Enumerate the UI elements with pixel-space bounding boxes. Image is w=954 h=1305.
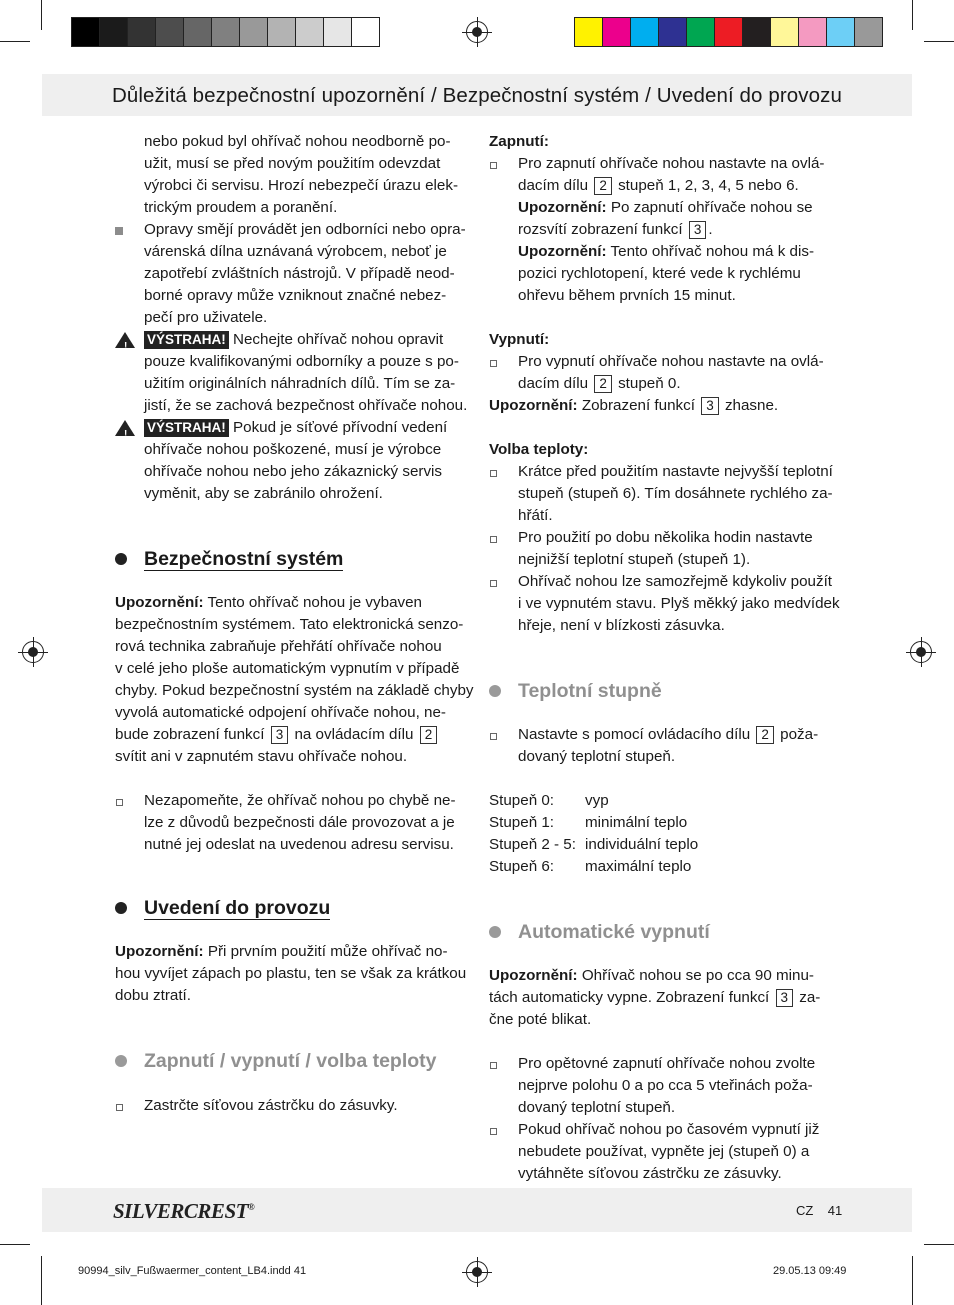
ref-number: 2 <box>756 726 774 744</box>
registration-mark-icon <box>910 641 932 663</box>
ref-number: 3 <box>776 989 794 1007</box>
heading-bullet-icon <box>115 553 127 565</box>
color-swatch <box>686 17 715 47</box>
color-swatch <box>574 17 603 47</box>
warning-item: ! VÝSTRAHA! Nechejte ohřívač nohou opravit pouze kvalifikovanými odborníky a pouze s po- užitím originálních náhradních dílů. Tím se za- jistí, že se zachová bezpečnost ohřívače nohou. <box>115 329 475 417</box>
section-heading: Zapnutí / vypnutí / volba teploty <box>115 1049 475 1073</box>
color-swatch <box>742 17 771 47</box>
level-key: Stupeň 2 - 5: <box>489 836 576 853</box>
bullet-box-icon <box>490 536 497 543</box>
bullet-box-icon <box>490 1062 497 1069</box>
level-key: Stupeň 6: <box>489 858 555 875</box>
section-heading: Automatické vypnutí <box>489 920 849 944</box>
list-item: Pro zapnutí ohřívače nohou nastavte na ovlá- dacím dílu 2 stupeň 1, 2, 3, 4, 5 nebo 6. Upozornění: Po zapnutí ohřívače nohou se rozsvítí zobrazení funkcí 3 . Upozornění: Tento ohřívač nohou má k dis- pozici rychlotopení, které vede k rychlému ohřevu během prvních 15 minut. <box>489 153 849 307</box>
bullet-box-icon <box>490 1128 497 1135</box>
color-swatch <box>267 17 296 47</box>
crop-mark <box>0 1244 30 1245</box>
date-slug: 29.05.13 09:49 <box>773 1265 847 1277</box>
file-slug: 90994_silv_Fußwaermer_content_LB4.indd 41 <box>78 1265 307 1277</box>
heading-bullet-icon <box>115 1055 127 1067</box>
ref-number: 3 <box>689 221 707 239</box>
warning-label: VÝSTRAHA! <box>144 419 229 437</box>
right-column: Zapnutí: Pro zapnutí ohřívače nohou nastavte na ovlá- dacím dílu 2 stupeň 1, 2, 3, 4, 5 nebo 6. Upozornění: Po zapnutí ohřívače nohou se rozsvítí zobrazení funkcí 3 . Upozornění: Tento ohřívač nohou má k dis- pozici rychlotopení, které vede k rychlému ohřevu během prvních 15 minut. Vypnutí: Pro vypnutí ohřívače nohou nastavte na ovlá- dacím dílu 2 stupeň 0. Upozornění: Zobrazení funkcí 3 zhasne. Volba teploty: Krátce před použitím nastavte nejvyšší teplotní stupeň (stupeň 6). Tím dosáhnete rychlého za- hřátí. Pro použití po dobu několika hodin nastavte nejnižší teplotní stupeň (stupeň 1). Ohřívač nohou lze samozřejmě kdykoliv použít i ve vypnutém stavu. Plyš měkký jako medvídek hřeje, není v blízkosti zásuvka. Teplotní stupně Nastavte s pomocí ovládacího dílu 2 poža- dovaný teplotní stupeň. Stupeň 0: vyp Stupeň 1: minimální teplo Stupeň 2 - 5: individuální teplo Stupeň 6: maximální teplo Automatické vypnutí Upozornění: Ohřívač nohou se po cca 90 minu- tách automaticky vypne. Zobrazení funkcí 3 za- čne poté blikat. Pro opětovné zapnutí ohřívače nohou zvolte nejprve polohu 0 a po cca 5 vteřinách poža- dovaný teplotní stupeň. Pokud ohřívač nohou po časovém vypnutí již nebudete používat, vypněte jej (stupeň 0) a vytáhněte síťovou zástrčku ze zásuvky. <box>489 131 849 1185</box>
color-swatch <box>155 17 184 47</box>
crop-mark <box>41 0 42 30</box>
warning-item: ! VÝSTRAHA! Pokud je síťové přívodní vedení ohřívače nohou poškozené, musí je výrobce ohřívače nohou nebo jeho zákaznický servis vyměnit, aby se zabránilo ohrožení. <box>115 417 475 505</box>
bullet-box-icon <box>116 799 123 806</box>
crop-mark <box>41 1256 42 1305</box>
levels-table <box>489 790 849 878</box>
color-swatch <box>323 17 352 47</box>
color-swatch <box>714 17 743 47</box>
left-column <box>115 131 475 1117</box>
ref-number: 2 <box>594 375 612 393</box>
crop-mark <box>0 41 30 42</box>
registration-mark-icon <box>466 1261 488 1283</box>
bullet-box-icon <box>490 733 497 740</box>
registration-mark-icon <box>22 641 44 663</box>
bullet-square-icon <box>115 227 123 235</box>
color-swatch <box>798 17 827 47</box>
section-heading: Bezpečnostní systém <box>115 547 475 571</box>
color-swatch <box>71 17 100 47</box>
page-title: Důležitá bezpečnostní upozornění / Bezpečnostní systém / Uvedení do provozu <box>112 84 842 107</box>
color-swatch <box>770 17 799 47</box>
crop-mark <box>924 1244 954 1245</box>
color-swatch <box>630 17 659 47</box>
list-item: Pro vypnutí ohřívače nohou nastavte na ovlá- dacím dílu 2 stupeň 0. <box>489 351 849 395</box>
color-swatch <box>239 17 268 47</box>
level-value: maximální teplo <box>585 858 692 875</box>
heading-bullet-icon <box>115 902 127 914</box>
warning-triangle-icon: ! <box>115 332 135 348</box>
crop-mark <box>912 1256 913 1305</box>
paragraph: Upozornění: Tento ohřívač nohou je vybaven bezpečnostním systémem. Tato elektronická senzo- rová technika zabraňuje přehřátí ohřívače nohou v celé jeho ploše automatickým vypnutím v případě chyby. Pokud bezpečnostní systém na základě chyby vyvolá automatické odpojení ohřívače nohou, ne- bude zobrazení funkcí 3 na ovládacím dílu 2 svítit ani v zapnutém stavu ohřívače nohou. <box>115 594 474 765</box>
brand-logo: SILVERCREST® <box>113 1199 255 1223</box>
ref-number: 2 <box>420 726 438 744</box>
color-swatch <box>127 17 156 47</box>
section-heading: Uvedení do provozu <box>115 896 475 920</box>
level-key: Stupeň 1: <box>489 814 555 831</box>
ref-number: 3 <box>701 397 719 415</box>
color-swatch <box>826 17 855 47</box>
list-item: Nezapomeňte, že ohřívač nohou po chybě ne- lze z důvodů bezpečnosti dále provozovat a je nutné jej odeslat na uvedenou adresu servisu. <box>115 790 475 856</box>
color-swatch <box>658 17 687 47</box>
list-item: Pokud ohřívač nohou po časovém vypnutí již nebudete používat, vypněte jej (stupeň 0) a vytáhněte síťovou zástrčku ze zásuvky. <box>489 1119 849 1185</box>
crop-mark <box>924 41 954 42</box>
bullet-box-icon <box>116 1104 123 1111</box>
ref-number: 3 <box>271 726 289 744</box>
section-heading: Teplotní stupně <box>489 679 849 703</box>
level-value: vyp <box>585 792 609 809</box>
registration-mark-icon <box>466 21 488 43</box>
page-number: CZ 41 <box>796 1203 843 1218</box>
list-item: Pro opětovné zapnutí ohřívače nohou zvolte nejprve polohu 0 a po cca 5 vteřinách poža- dovaný teplotní stupeň. <box>489 1053 849 1119</box>
ref-number: 2 <box>594 177 612 195</box>
list-item: Krátce před použitím nastavte nejvyšší teplotní stupeň (stupeň 6). Tím dosáhnete rychlého za- hřátí. <box>489 461 849 527</box>
list-item: Zastrčte síťovou zástrčku do zásuvky. <box>115 1095 475 1117</box>
bullet-box-icon <box>490 580 497 587</box>
color-swatch <box>854 17 883 47</box>
color-swatch <box>602 17 631 47</box>
color-swatch <box>99 17 128 47</box>
heading-bullet-icon <box>489 926 501 938</box>
crop-mark <box>912 0 913 30</box>
warning-label: VÝSTRAHA! <box>144 331 229 349</box>
level-key: Stupeň 0: <box>489 792 555 809</box>
color-swatch <box>211 17 240 47</box>
list-item: Pro použití po dobu několika hodin nastavte nejnižší teplotní stupeň (stupeň 1). <box>489 527 849 571</box>
paragraph: Upozornění: Ohřívač nohou se po cca 90 minu- tách automaticky vypne. Zobrazení funkcí 3 za- čne poté blikat. <box>489 967 821 1028</box>
paragraph: Upozornění: Při prvním použití může ohřívač no- hou vyvíjet zápach po plastu, ten se však za krátkou dobu ztratí. <box>115 943 467 1004</box>
paragraph: nebo pokud byl ohřívač nohou neodborně po- užit, musí se před novým použitím odevzdat výrobci či servisu. Hrozí nebezpečí úrazu elek- trickým proudem a poranění. <box>144 133 458 216</box>
bullet-box-icon <box>490 360 497 367</box>
level-value: minimální teplo <box>585 814 688 831</box>
color-swatch <box>295 17 324 47</box>
list-item: Nastavte s pomocí ovládacího dílu 2 poža- dovaný teplotní stupeň. <box>489 724 849 768</box>
level-value: individuální teplo <box>585 836 699 853</box>
list-item: Opravy smějí provádět jen odborníci nebo opra- várenská dílna uznávaná výrobcem, neboť je zapotřebí zvláštních nástrojů. V případě neod- borné opravy může vzniknout značné nebez- pečí pro uživatele. <box>115 219 475 329</box>
list-item: Ohřívač nohou lze samozřejmě kdykoliv použít i ve vypnutém stavu. Plyš měkký jako medvídek hřeje, není v blízkosti zásuvka. <box>489 571 849 637</box>
heading-bullet-icon <box>489 685 501 697</box>
warning-triangle-icon: ! <box>115 420 135 436</box>
color-swatch <box>183 17 212 47</box>
bullet-box-icon <box>490 470 497 477</box>
color-swatch <box>351 17 380 47</box>
bullet-box-icon <box>490 162 497 169</box>
